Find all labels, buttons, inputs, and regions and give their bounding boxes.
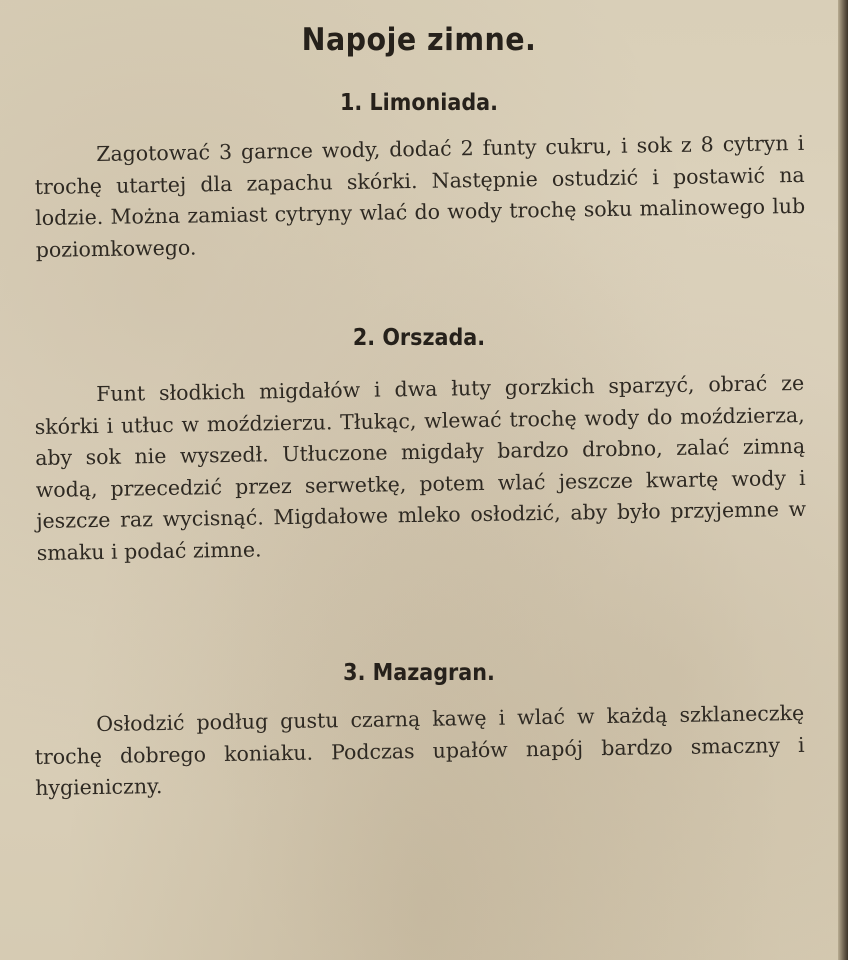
recipe-title-orszada: 2. Orszada. [352,325,486,351]
recipe-text-limoniada: Zagotować 3 garnce wody, dodać 2 funty cukru, i sok z 8 cytryn i trochę utartej dla zapachu skórki. Następnie ostudzić i postawić na lodzie. Można zamiast cytryny wlać do wody trochę soku malinowego lub poziomkowego. [34,130,806,262]
recipe-title-mazagran: 3. Mazagran. [343,660,495,686]
recipe-text-orszada: Funt słodkich migdałów i dwa łuty gorzkich sparzyć, obrać ze skórki i utłuc w moździerzu. Tłukąc, wlewać trochę wody do moździerza, aby sok nie wyszedł. Utłuczone migdały bardzo drobno, zalać zimną wodą, przecedzić przez serwetkę, potem wlać jeszcze kwartę wody i jeszcze raz wycisnąć. Migdałowe mleko osłodzić, aby było przyjemne w smaku i podać zimne. [34,370,807,565]
recipe-title-limoniada: 1. Limoniada. [339,90,499,116]
recipe-text-mazagran: Osłodzić podług gustu czarną kawę i wlać w każdą szklaneczkę trochę dobrego koniaku. Podczas upałów napój bardzo smaczny i hygieniczny. [34,700,805,800]
chapter-title: Napoje zimne. [301,22,537,58]
page-edge-shadow [838,0,848,960]
